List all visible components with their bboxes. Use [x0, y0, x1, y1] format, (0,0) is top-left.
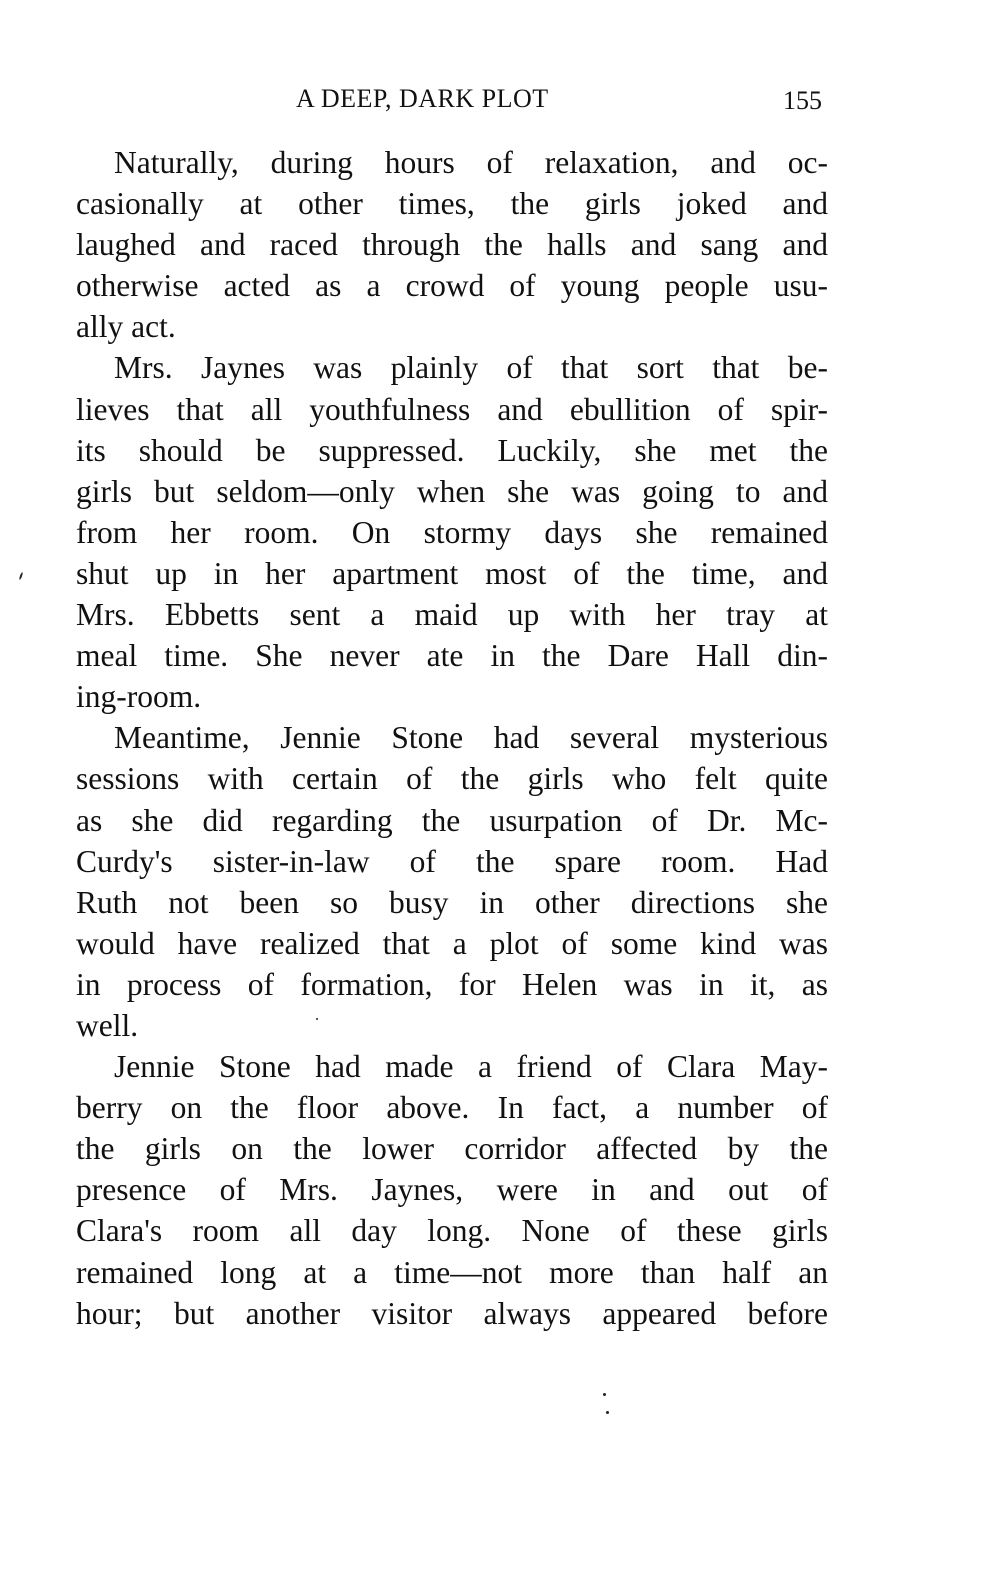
text-line: well. — [76, 1007, 139, 1043]
body-text — [76, 142, 828, 1334]
text-line: Jennie Stone had made a friend of Clara May- — [114, 1049, 828, 1085]
running-title: A DEEP, DARK PLOT — [296, 84, 549, 113]
text-line: otherwise acted as a crowd of young people usu- — [76, 268, 828, 304]
text-line: presence of Mrs. Jaynes, were in and out of — [76, 1172, 828, 1208]
text-line: would have realized that a plot of some kind was — [76, 925, 828, 961]
text-line: casionally at other times, the girls joked and — [76, 186, 828, 222]
page-number: 155 — [783, 86, 822, 115]
scan-speck — [603, 1393, 606, 1396]
running-header — [0, 84, 994, 124]
text-line: berry on the floor above. In fact, a number of — [76, 1090, 828, 1126]
text-line: as she did regarding the usurpation of Dr. Mc- — [76, 802, 828, 838]
text-line: Mrs. Ebbetts sent a maid up with her tray at — [76, 597, 828, 633]
scan-speck — [19, 572, 24, 580]
text-line: in process of formation, for Helen was in it, as — [76, 966, 828, 1002]
text-line: girls but seldom—only when she was going to and — [76, 473, 828, 509]
scan-speck — [316, 1018, 318, 1020]
text-line: ally act. — [76, 309, 176, 345]
text-line: Mrs. Jaynes was plainly of that sort that be- — [114, 350, 828, 386]
text-line: lieves that all youthfulness and ebullition of spir- — [76, 391, 828, 427]
text-line: Naturally, during hours of relaxation, and oc- — [114, 145, 828, 180]
text-line: Ruth not been so busy in other directions she — [76, 884, 828, 920]
text-line: Clara's room all day long. None of these girls — [76, 1213, 828, 1249]
text-line: laughed and raced through the halls and sang and — [76, 227, 828, 263]
text-line: hour; but another visitor always appeared before — [76, 1295, 828, 1331]
text-line: shut up in her apartment most of the time, and — [76, 555, 828, 591]
scan-speck — [606, 1411, 609, 1414]
text-line: sessions with certain of the girls who felt quite — [76, 761, 828, 797]
text-line: remained long at a time—not more than half an — [76, 1254, 828, 1290]
text-line: Meantime, Jennie Stone had several mysterious — [114, 720, 828, 756]
text-line: from her room. On stormy days she remained — [76, 514, 828, 550]
text-line: its should be suppressed. Luckily, she met the — [76, 432, 828, 468]
text-line: the girls on the lower corridor affected by the — [76, 1131, 828, 1167]
text-line: Curdy's sister-in-law of the spare room. Had — [76, 843, 828, 879]
text-line: meal time. She never ate in the Dare Hall din- — [76, 638, 828, 674]
text-line: ing-room. — [76, 679, 202, 715]
